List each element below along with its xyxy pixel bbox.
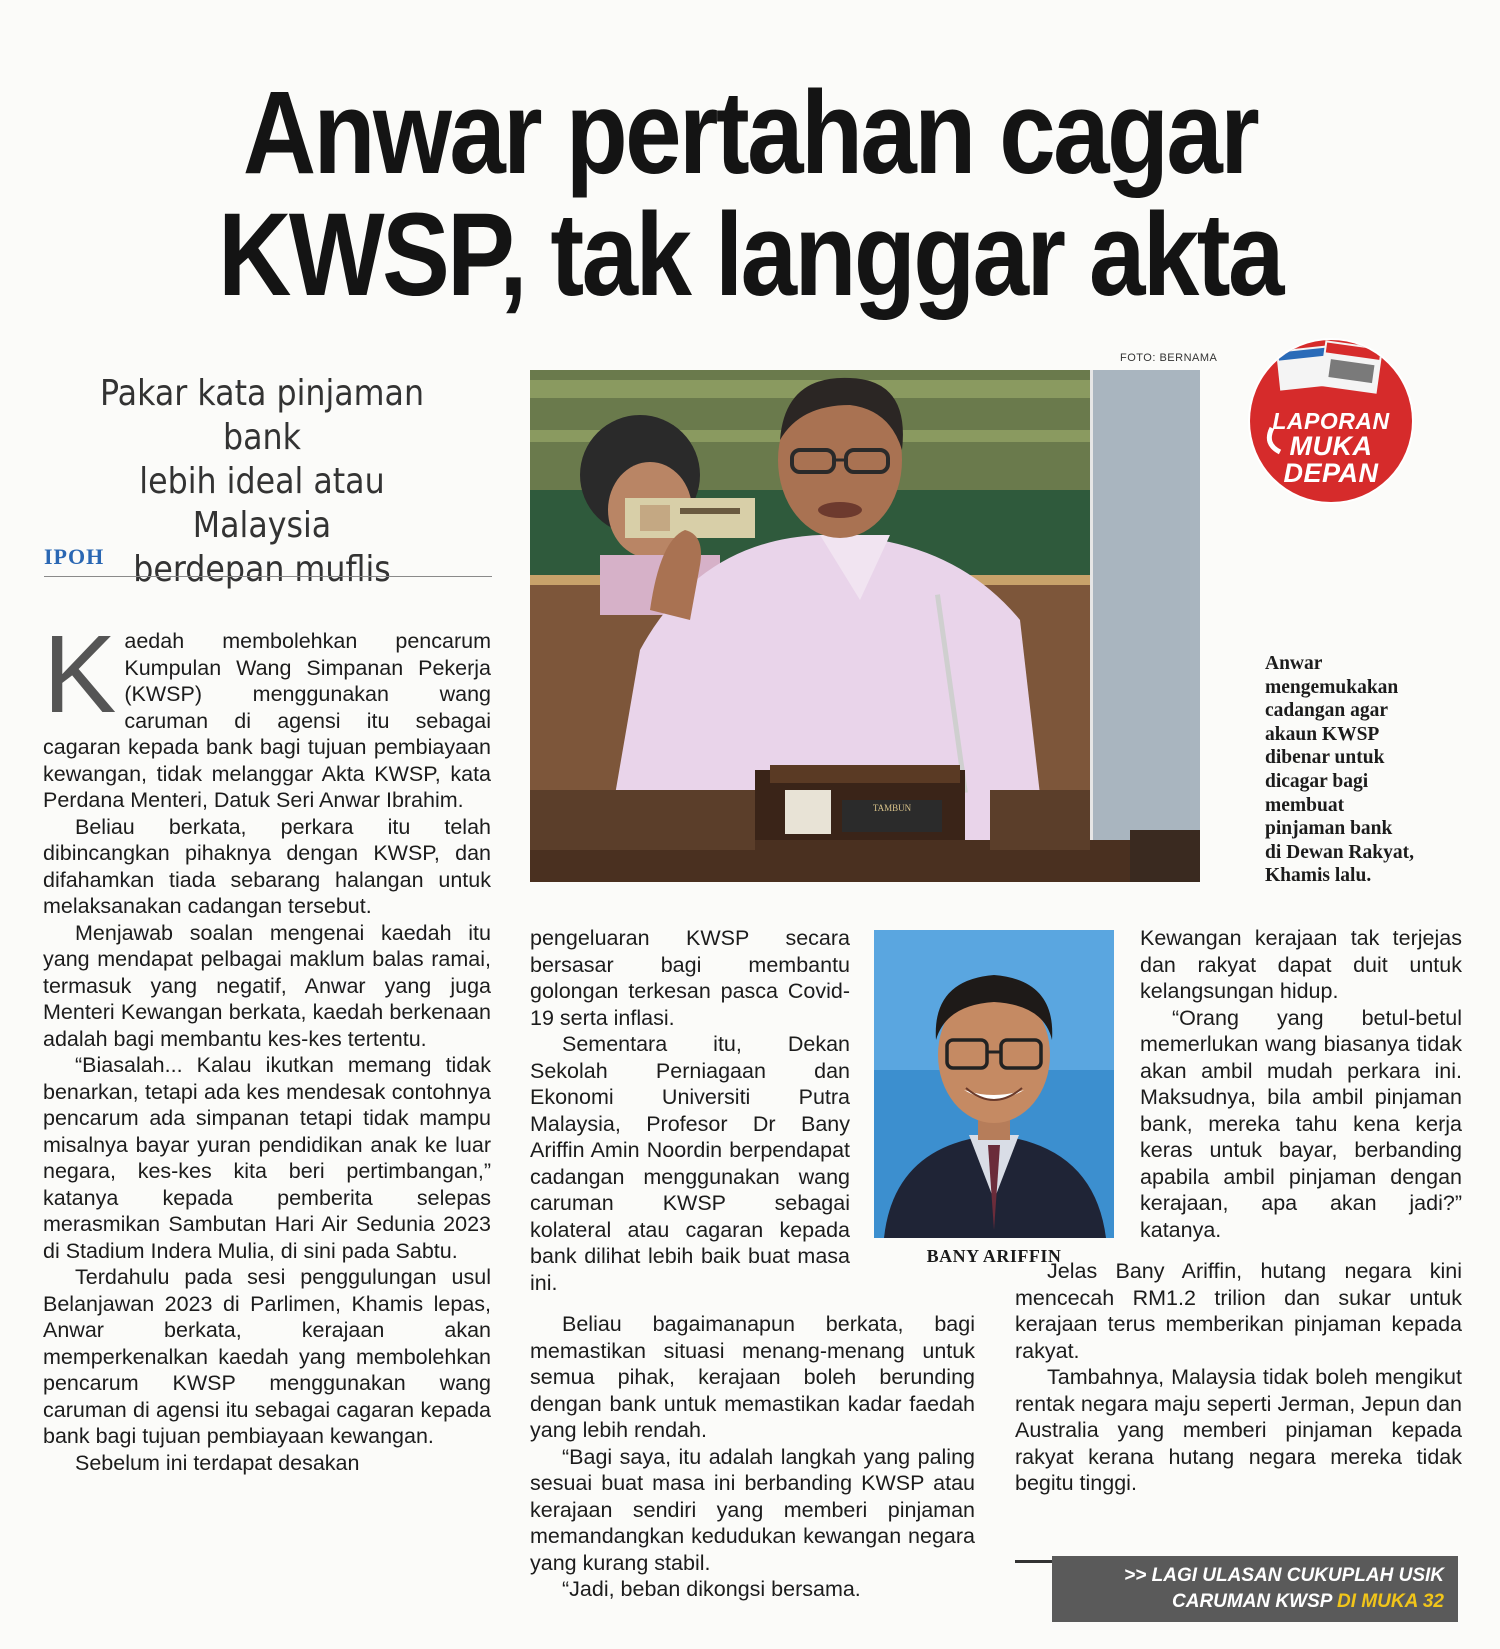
subheadline-line-2: lebih ideal atau Malaysia [139, 461, 385, 546]
portrait-caption: BANY ARIFFIN [926, 1246, 1062, 1266]
headline-line-2: KWSP, tak langgar akta [218, 189, 1282, 321]
caption-line: cadangan agar [1265, 700, 1388, 722]
caption-line: di Dewan Rakyat, [1265, 841, 1414, 863]
paragraph-text: aedah membolehkan pencarum Kumpulan Wang Simpanan Pekerja (KWSP) menggunakan wang caruman di agensi itu sebagai cagaran kepada bank bagi tujuan pembiayaan kewangan, tidak melanggar Akta KWSP, kata Perdana Menteri, Datuk Seri Anwar Ibrahim. [43, 629, 491, 812]
article-paragraph: “Jadi, beban dikongsi bersama. [562, 1577, 861, 1601]
caption-line: Khamis lalu. [1265, 865, 1372, 887]
caption-line: pinjaman bank [1265, 818, 1393, 840]
headline [105, 67, 1395, 321]
article-column-3-lower [1015, 1258, 1462, 1497]
photo-caption [1265, 652, 1455, 888]
headline-line-1: Anwar pertahan cagar [242, 67, 1258, 199]
article-paragraph [43, 613, 491, 814]
cross-reference-line-1: >> LAGI ULASAN CUKUPLAH USIK [1124, 1565, 1444, 1586]
article-column-2 [530, 925, 850, 1296]
front-page-report-badge [1250, 340, 1412, 502]
badge-line-2: MUKA [1289, 431, 1373, 461]
portrait-illustration [874, 930, 1114, 1238]
cross-reference-topic: CARUMAN KWSP [1172, 1591, 1332, 1612]
article-paragraph: Beliau berkata, perkara itu telah dibincangkan pihaknya dengan KWSP, dan difahamkan tiada sebarang halangan untuk melaksanakan cadangan tersebut. [43, 814, 491, 918]
caption-line: membuat [1265, 794, 1345, 816]
article-paragraph: Menjawab soalan mengenai kaedah itu yang mendapat pelbagai maklum balas ramai, termasuk yang negatif, Anwar yang juga Menteri Kewangan berkata, kaedah berkenaan adalah bagi membantu kes-kes tertentu. [43, 920, 491, 1051]
article-paragraph: Sementara itu, Dekan Sekolah Perniagaan dan Ekonomi Universiti Putra Malaysia, Profesor Dr Bany Ariffin Amin Noordin berpendapat cadangan menggunakan wang caruman KWSP sebagai kolateral atau cagaran kepada bank dilihat lebih baik buat masa ini. [530, 1032, 850, 1295]
article-paragraph: Kewangan kerajaan tak terjejas dan rakyat dapat duit untuk kelangsungan hidup. [1140, 926, 1462, 1003]
subheadline-line-1: Pakar kata pinjaman bank [99, 373, 425, 458]
caption-line: mengemukakan [1265, 676, 1399, 698]
cross-reference-box [1052, 1556, 1458, 1622]
main-photo [530, 370, 1200, 882]
article-paragraph: pengeluaran KWSP secara bersasar bagi membantu golongan terkesan pasca Covid-19 serta inflasi. [530, 926, 850, 1030]
cross-reference-line-2 [1052, 1589, 1444, 1615]
caption-line: Anwar [1265, 653, 1323, 674]
article-paragraph: Terdahulu pada sesi penggulungan usul Belanjawan 2023 di Parlimen, Khamis lepas, Anwar berkata, kerajaan akan memperkenalkan kaedah yang membolehkan pencarum KWSP menggunakan wang caruman di agensi itu sebagai cagaran kepada bank bagi tujuan pembiayaan kewangan. [43, 1265, 491, 1448]
portrait-photo [874, 930, 1114, 1238]
article-paragraph: Beliau bagaimanapun berkata, bagi memastikan situasi menang-menang untuk semua pihak, kerajaan boleh berunding dengan bank untuk memastikan kadar faedah yang lebih rendah. [530, 1312, 975, 1442]
cross-reference-page: DI MUKA 32 [1337, 1591, 1444, 1612]
photo-credit: FOTO: BERNAMA [1120, 352, 1218, 364]
badge-line-3: DEPAN [1283, 458, 1379, 488]
nameplate-text: TAMBUN [872, 803, 912, 813]
article-column-1 [43, 613, 491, 1476]
article-paragraph: Sebelum ini terdapat desakan [75, 1450, 360, 1475]
subheadline-line-3: berdepan muflis [133, 549, 391, 590]
subheadline [68, 372, 455, 592]
article-column-3 [1140, 925, 1462, 1243]
article-paragraph: “Biasalah... Kalau ikutkan memang tidak benarkan, tetapi ada kes mendesak contohnya pencarum ada simpanan tetapi tidak mampu misalnya bayar yuran pendidikan anak ke luar negara, kes-kes kita beri pertimbangan,” katanya kepada pemberita selepas merasmikan Sambutan Hari Air Sedunia 2023 di Stadium Indera Mulia, di sini pada Sabtu. [43, 1053, 491, 1263]
article-paragraph: “Bagi saya, itu adalah langkah yang paling sesuai buat masa ini berbanding KWSP atau kerajaan sendiri yang memberi pinjaman memandangkan kedudukan kewangan negara yang kurang stabil. [530, 1444, 975, 1575]
parliament-scene [530, 370, 1200, 882]
badge-line-1: LAPORAN [1272, 408, 1390, 434]
article-paragraph: Tambahnya, Malaysia tidak boleh mengikut rentak negara maju seperti Jerman, Jepun dan Australia yang memberi pinjaman kepada rakyat kerana hutang negara mereka tidak begitu tinggi. [1015, 1365, 1462, 1495]
caption-line: dicagar bagi [1265, 770, 1369, 792]
article-paragraph: Jelas Bany Ariffin, hutang negara kini mencecah RM1.2 trilion dan sukar untuk kerajaan terus memberikan pinjaman kepada rakyat. [1015, 1259, 1462, 1363]
drop-cap: K [43, 613, 117, 736]
caption-line: akaun KWSP [1265, 723, 1380, 745]
article-column-2-lower [530, 1311, 975, 1603]
dateline: IPOH [44, 544, 105, 569]
badge-text [1250, 410, 1412, 487]
dateline-rule [44, 576, 492, 577]
caption-line: dibenar untuk [1265, 747, 1385, 769]
article-paragraph: “Orang yang betul-betul memerlukan wang biasanya tidak akan ambil mudah perkara ini. Maksudnya, bila ambil pinjaman bank, mereka tahu kena kerja keras untuk bayar, berbanding apabila ambil pinjaman dengan kerajaan, apa akan jadi?” katanya. [1140, 1005, 1462, 1242]
